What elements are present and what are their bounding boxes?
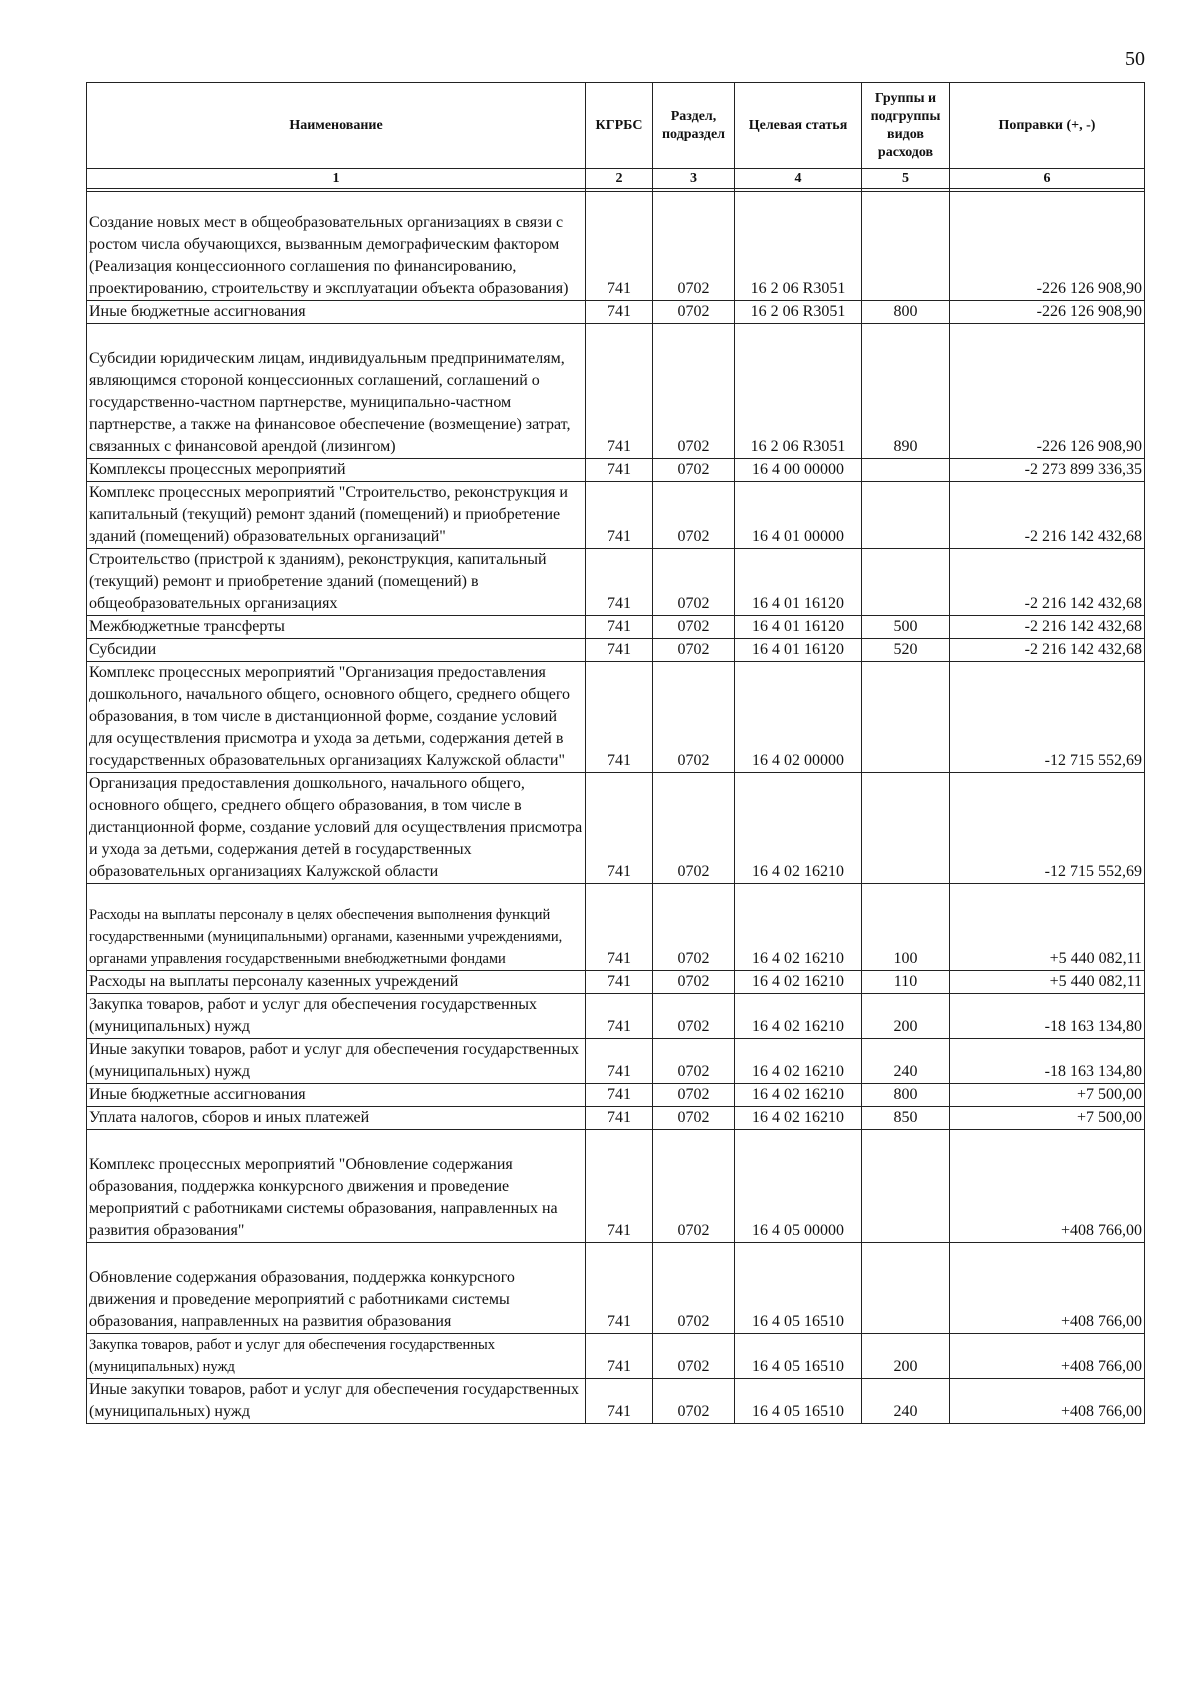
table-row bbox=[87, 459, 1145, 482]
row-razdel: 0702 bbox=[653, 884, 735, 971]
table-row bbox=[87, 1084, 1145, 1107]
row-expense-group bbox=[862, 192, 950, 301]
row-razdel: 0702 bbox=[653, 459, 735, 482]
row-name: Строительство (пристрой к зданиям), реконструкция, капитальный (текущий) ремонт и приобретение зданий (помещений) в общеобразовательных организациях bbox=[87, 549, 586, 616]
row-amount: -12 715 552,69 bbox=[950, 773, 1145, 884]
row-razdel: 0702 bbox=[653, 301, 735, 324]
row-kgrbs: 741 bbox=[586, 482, 653, 549]
row-kgrbs: 741 bbox=[586, 1084, 653, 1107]
row-amount: -226 126 908,90 bbox=[950, 324, 1145, 459]
row-name: Обновление содержания образования, поддержка конкурсного движения и проведение мероприятий с работниками системы образования, направленных на развития образования bbox=[87, 1243, 586, 1334]
row-amount: -2 216 142 432,68 bbox=[950, 482, 1145, 549]
row-amount: -226 126 908,90 bbox=[950, 301, 1145, 324]
row-target-article: 16 4 02 16210 bbox=[735, 884, 862, 971]
row-razdel: 0702 bbox=[653, 662, 735, 773]
row-kgrbs: 741 bbox=[586, 773, 653, 884]
row-razdel: 0702 bbox=[653, 1379, 735, 1424]
row-target-article: 16 4 02 16210 bbox=[735, 1084, 862, 1107]
row-target-article: 16 2 06 R3051 bbox=[735, 192, 862, 301]
page-number: 50 bbox=[1125, 48, 1145, 70]
row-amount: -18 163 134,80 bbox=[950, 1039, 1145, 1084]
row-target-article: 16 2 06 R3051 bbox=[735, 324, 862, 459]
row-razdel: 0702 bbox=[653, 1243, 735, 1334]
row-name: Расходы на выплаты персоналу казенных учреждений bbox=[87, 971, 586, 994]
row-amount: +7 500,00 bbox=[950, 1107, 1145, 1130]
row-name: Иные бюджетные ассигнования bbox=[87, 1084, 586, 1107]
row-kgrbs: 741 bbox=[586, 192, 653, 301]
header-amendments: Поправки (+, -) bbox=[950, 83, 1145, 169]
row-amount: -2 216 142 432,68 bbox=[950, 549, 1145, 616]
budget-amendments-table bbox=[86, 82, 1145, 1424]
row-kgrbs: 741 bbox=[586, 549, 653, 616]
row-expense-group: 500 bbox=[862, 616, 950, 639]
row-target-article: 16 4 05 16510 bbox=[735, 1334, 862, 1379]
header-kgrbs: КГРБС bbox=[586, 83, 653, 169]
row-kgrbs: 741 bbox=[586, 1379, 653, 1424]
header-razdel: Раздел, подраздел bbox=[653, 83, 735, 169]
row-name: Организация предоставления дошкольного, начального общего, основного общего, среднего общего образования, в том числе в дистанционной форме, создание условий для осуществления присмотра и ухода за детьми, содержания детей в государственных образовательных организациях Калужской области bbox=[87, 773, 586, 884]
header-expense-group: Группы и подгруппы видов расходов bbox=[862, 83, 950, 169]
row-amount: +408 766,00 bbox=[950, 1334, 1145, 1379]
column-number: 1 bbox=[87, 169, 586, 189]
row-kgrbs: 741 bbox=[586, 1039, 653, 1084]
table-row bbox=[87, 662, 1145, 773]
row-expense-group bbox=[862, 459, 950, 482]
row-name: Межбюджетные трансферты bbox=[87, 616, 586, 639]
column-number: 6 bbox=[950, 169, 1145, 189]
row-expense-group bbox=[862, 482, 950, 549]
row-kgrbs: 741 bbox=[586, 971, 653, 994]
row-target-article: 16 4 00 00000 bbox=[735, 459, 862, 482]
row-name: Субсидии юридическим лицам, индивидуальным предпринимателям, являющимся стороной концессионных соглашений, соглашений о государственно-частном партнерстве, муниципально-частном партнерстве, а также на финансовое обеспечение (возмещение) затрат, связанных с финансовой арендой (лизингом) bbox=[87, 324, 586, 459]
row-target-article: 16 4 05 16510 bbox=[735, 1243, 862, 1334]
row-name: Комплексы процессных мероприятий bbox=[87, 459, 586, 482]
row-kgrbs: 741 bbox=[586, 1334, 653, 1379]
row-razdel: 0702 bbox=[653, 773, 735, 884]
row-kgrbs: 741 bbox=[586, 994, 653, 1039]
row-name: Иные закупки товаров, работ и услуг для обеспечения государственных (муниципальных) нужд bbox=[87, 1379, 586, 1424]
row-expense-group: 100 bbox=[862, 884, 950, 971]
table-row bbox=[87, 301, 1145, 324]
table-row bbox=[87, 1130, 1145, 1243]
row-expense-group: 240 bbox=[862, 1039, 950, 1084]
row-target-article: 16 2 06 R3051 bbox=[735, 301, 862, 324]
row-name: Иные закупки товаров, работ и услуг для обеспечения государственных (муниципальных) нужд bbox=[87, 1039, 586, 1084]
row-kgrbs: 741 bbox=[586, 1130, 653, 1243]
table-row bbox=[87, 971, 1145, 994]
table-row bbox=[87, 482, 1145, 549]
row-target-article: 16 4 01 16120 bbox=[735, 639, 862, 662]
row-target-article: 16 4 01 16120 bbox=[735, 616, 862, 639]
header-target-article: Целевая статья bbox=[735, 83, 862, 169]
row-expense-group: 520 bbox=[862, 639, 950, 662]
row-amount: -12 715 552,69 bbox=[950, 662, 1145, 773]
table-row bbox=[87, 1334, 1145, 1379]
row-kgrbs: 741 bbox=[586, 884, 653, 971]
row-target-article: 16 4 05 00000 bbox=[735, 1130, 862, 1243]
table-row bbox=[87, 192, 1145, 301]
row-expense-group bbox=[862, 773, 950, 884]
row-target-article: 16 4 02 16210 bbox=[735, 1039, 862, 1084]
table-row bbox=[87, 994, 1145, 1039]
row-kgrbs: 741 bbox=[586, 1107, 653, 1130]
column-number: 5 bbox=[862, 169, 950, 189]
table-row bbox=[87, 549, 1145, 616]
row-expense-group: 240 bbox=[862, 1379, 950, 1424]
row-amount: +408 766,00 bbox=[950, 1130, 1145, 1243]
column-number-row bbox=[87, 169, 1145, 189]
row-razdel: 0702 bbox=[653, 482, 735, 549]
row-razdel: 0702 bbox=[653, 616, 735, 639]
row-expense-group: 110 bbox=[862, 971, 950, 994]
row-razdel: 0702 bbox=[653, 192, 735, 301]
row-razdel: 0702 bbox=[653, 1334, 735, 1379]
row-expense-group: 800 bbox=[862, 301, 950, 324]
row-name: Комплекс процессных мероприятий "Организация предоставления дошкольного, начального общего, основного общего, среднего общего образования, в том числе в дистанционной форме, создание условий для осуществления присмотра и ухода за детьми, содержания детей в государственных образовательных организациях Калужской области" bbox=[87, 662, 586, 773]
row-target-article: 16 4 01 16120 bbox=[735, 549, 862, 616]
row-name: Расходы на выплаты персоналу в целях обеспечения выполнения функций государственными (муниципальными) органами, казенными учреждениями, органами управления государственными внебюджетными фондами bbox=[87, 884, 586, 971]
row-amount: +408 766,00 bbox=[950, 1243, 1145, 1334]
row-name: Комплекс процессных мероприятий "Обновление содержания образования, поддержка конкурсного движения и проведение мероприятий с работниками системы образования, направленных на развития образования" bbox=[87, 1130, 586, 1243]
row-expense-group bbox=[862, 1130, 950, 1243]
header-row bbox=[87, 83, 1145, 169]
row-target-article: 16 4 02 16210 bbox=[735, 971, 862, 994]
row-name: Закупка товаров, работ и услуг для обеспечения государственных (муниципальных) нужд bbox=[87, 1334, 586, 1379]
row-name: Субсидии bbox=[87, 639, 586, 662]
column-number: 3 bbox=[653, 169, 735, 189]
table-row bbox=[87, 1107, 1145, 1130]
row-amount: -2 216 142 432,68 bbox=[950, 639, 1145, 662]
row-target-article: 16 4 02 16210 bbox=[735, 994, 862, 1039]
row-expense-group bbox=[862, 549, 950, 616]
row-kgrbs: 741 bbox=[586, 1243, 653, 1334]
row-expense-group: 890 bbox=[862, 324, 950, 459]
row-target-article: 16 4 01 00000 bbox=[735, 482, 862, 549]
table-row bbox=[87, 1039, 1145, 1084]
table-row bbox=[87, 773, 1145, 884]
row-razdel: 0702 bbox=[653, 994, 735, 1039]
table-row bbox=[87, 1379, 1145, 1424]
row-target-article: 16 4 05 16510 bbox=[735, 1379, 862, 1424]
row-razdel: 0702 bbox=[653, 1039, 735, 1084]
table-row bbox=[87, 616, 1145, 639]
table-body bbox=[87, 189, 1145, 1424]
row-expense-group: 800 bbox=[862, 1084, 950, 1107]
row-name: Создание новых мест в общеобразовательных организациях в связи с ростом числа обучающихся, вызванным демографическим фактором (Реализация концессионного соглашения по финансированию, проектированию, строительству и эксплуатации объекта образования) bbox=[87, 192, 586, 301]
row-expense-group: 850 bbox=[862, 1107, 950, 1130]
row-razdel: 0702 bbox=[653, 1084, 735, 1107]
column-number: 2 bbox=[586, 169, 653, 189]
row-amount: -18 163 134,80 bbox=[950, 994, 1145, 1039]
row-expense-group: 200 bbox=[862, 1334, 950, 1379]
row-razdel: 0702 bbox=[653, 1130, 735, 1243]
table-row bbox=[87, 639, 1145, 662]
table-row bbox=[87, 324, 1145, 459]
row-razdel: 0702 bbox=[653, 549, 735, 616]
row-amount: +5 440 082,11 bbox=[950, 971, 1145, 994]
row-amount: +7 500,00 bbox=[950, 1084, 1145, 1107]
row-target-article: 16 4 02 16210 bbox=[735, 773, 862, 884]
row-amount: +5 440 082,11 bbox=[950, 884, 1145, 971]
row-name: Уплата налогов, сборов и иных платежей bbox=[87, 1107, 586, 1130]
row-expense-group: 200 bbox=[862, 994, 950, 1039]
row-amount: -2 273 899 336,35 bbox=[950, 459, 1145, 482]
row-kgrbs: 741 bbox=[586, 301, 653, 324]
row-name: Иные бюджетные ассигнования bbox=[87, 301, 586, 324]
row-amount: -2 216 142 432,68 bbox=[950, 616, 1145, 639]
row-razdel: 0702 bbox=[653, 639, 735, 662]
header-name: Наименование bbox=[87, 83, 586, 169]
row-razdel: 0702 bbox=[653, 971, 735, 994]
row-razdel: 0702 bbox=[653, 1107, 735, 1130]
row-target-article: 16 4 02 00000 bbox=[735, 662, 862, 773]
table-row bbox=[87, 1243, 1145, 1334]
row-amount: -226 126 908,90 bbox=[950, 192, 1145, 301]
table-row bbox=[87, 884, 1145, 971]
row-target-article: 16 4 02 16210 bbox=[735, 1107, 862, 1130]
row-name: Закупка товаров, работ и услуг для обеспечения государственных (муниципальных) нужд bbox=[87, 994, 586, 1039]
row-kgrbs: 741 bbox=[586, 639, 653, 662]
row-expense-group bbox=[862, 662, 950, 773]
row-razdel: 0702 bbox=[653, 324, 735, 459]
column-number: 4 bbox=[735, 169, 862, 189]
row-kgrbs: 741 bbox=[586, 324, 653, 459]
row-expense-group bbox=[862, 1243, 950, 1334]
row-kgrbs: 741 bbox=[586, 459, 653, 482]
row-amount: +408 766,00 bbox=[950, 1379, 1145, 1424]
row-name: Комплекс процессных мероприятий "Строительство, реконструкция и капитальный (текущий) ремонт зданий (помещений) и приобретение зданий (помещений) образовательных организаций" bbox=[87, 482, 586, 549]
row-kgrbs: 741 bbox=[586, 616, 653, 639]
row-kgrbs: 741 bbox=[586, 662, 653, 773]
